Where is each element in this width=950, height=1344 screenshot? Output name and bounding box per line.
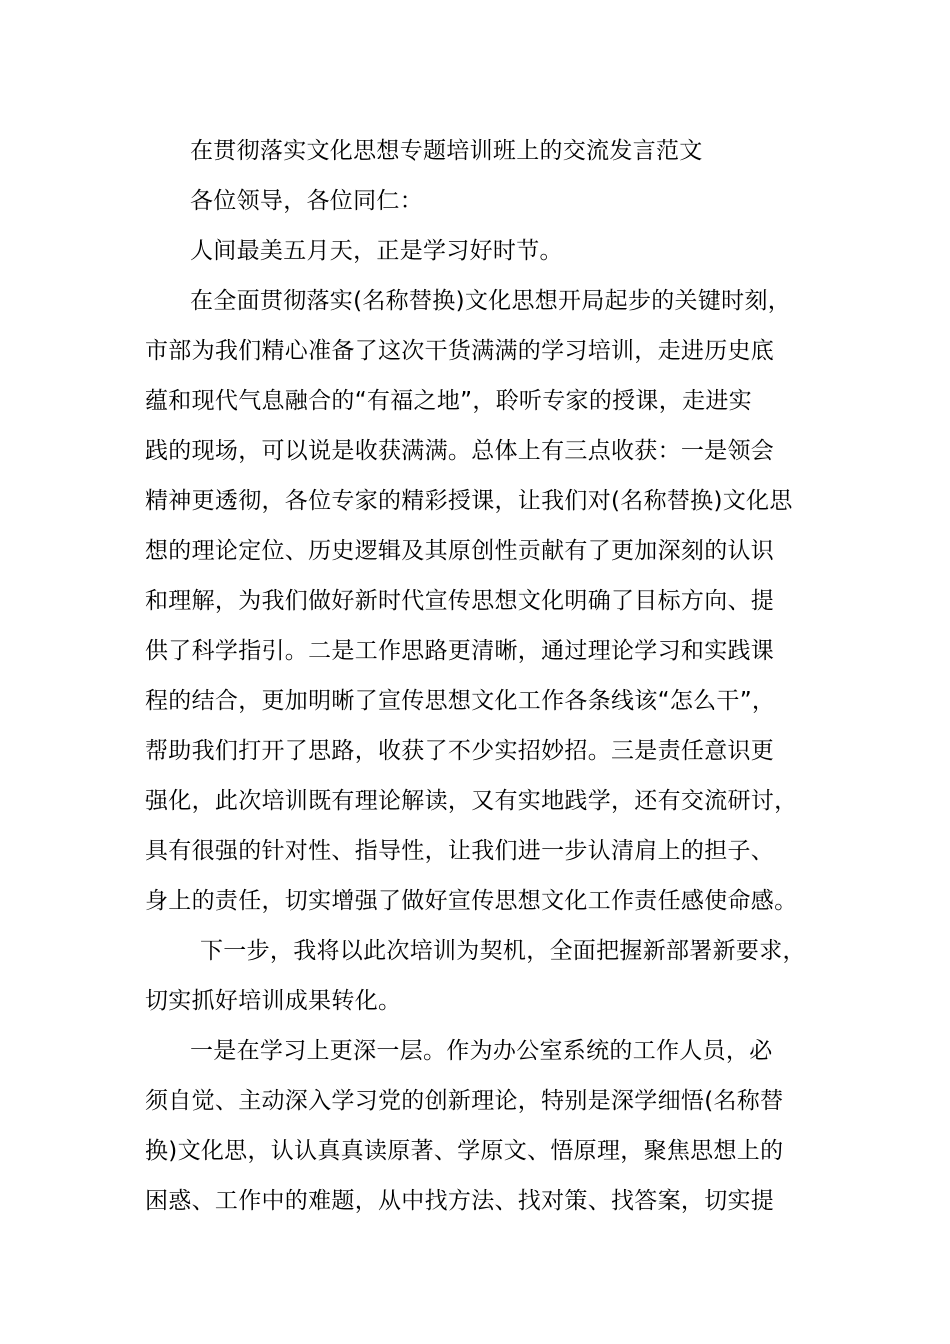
paragraph-line: 人间最美五月天，正是学习好时节。: [190, 238, 563, 264]
paragraph-line: 精神更透彻，各位专家的精彩授课，让我们对(名称替换)文化思: [145, 488, 793, 514]
paragraph-line: 供了科学指引。二是工作思路更清晰，通过理论学习和实践课: [145, 638, 775, 664]
paragraph-line: 强化，此次培训既有理论解读，又有实地践学，还有交流研讨，: [145, 788, 798, 814]
paragraph-line: 困惑、工作中的难题，从中找方法、找对策、找答案，切实提: [145, 1188, 775, 1214]
paragraph-line: 须自觉、主动深入学习党的创新理论，特别是深学细悟(名称替: [145, 1088, 784, 1114]
paragraph-line: 切实抓好培训成果转化。: [145, 988, 402, 1014]
paragraph-line: 下一步，我将以此次培训为契机，全面把握新部署新要求，: [200, 938, 806, 964]
paragraph-line: 蕴和现代气息融合的“有福之地”，聆听专家的授课，走进实: [145, 388, 752, 414]
paragraph-line: 身上的责任，切实增强了做好宣传思想文化工作责任感使命感。: [145, 888, 798, 914]
paragraph-line: 换)文化思，认认真真读原著、学原文、悟原理，聚焦思想上的: [145, 1138, 784, 1164]
paragraph-line: 帮助我们打开了思路，收获了不少实招妙招。三是责任意识更: [145, 738, 775, 764]
paragraph-line: 具有很强的针对性、指导性，让我们进一步认清肩上的担子、: [145, 838, 775, 864]
paragraph-line: 程的结合，更加明晰了宣传思想文化工作各条线该“怎么干”，: [145, 688, 776, 714]
document-title: 在贯彻落实文化思想专题培训班上的交流发言范文: [190, 138, 703, 164]
paragraph-line: 市部为我们精心准备了这次干货满满的学习培训，走进历史底: [145, 338, 775, 364]
paragraph-line: 在全面贯彻落实(名称替换)文化思想开局起步的关键时刻，: [190, 288, 792, 314]
paragraph-line: 践的现场，可以说是收获满满。总体上有三点收获：一是领会: [145, 438, 775, 464]
paragraph-line: 一是在学习上更深一层。作为办公室系统的工作人员，必: [190, 1038, 773, 1064]
salutation: 各位领导，各位同仁：: [190, 188, 423, 214]
paragraph-line: 和理解，为我们做好新时代宣传思想文化明确了目标方向、提: [145, 588, 775, 614]
paragraph-line: 想的理论定位、历史逻辑及其原创性贡献有了更加深刻的认识: [145, 538, 775, 564]
